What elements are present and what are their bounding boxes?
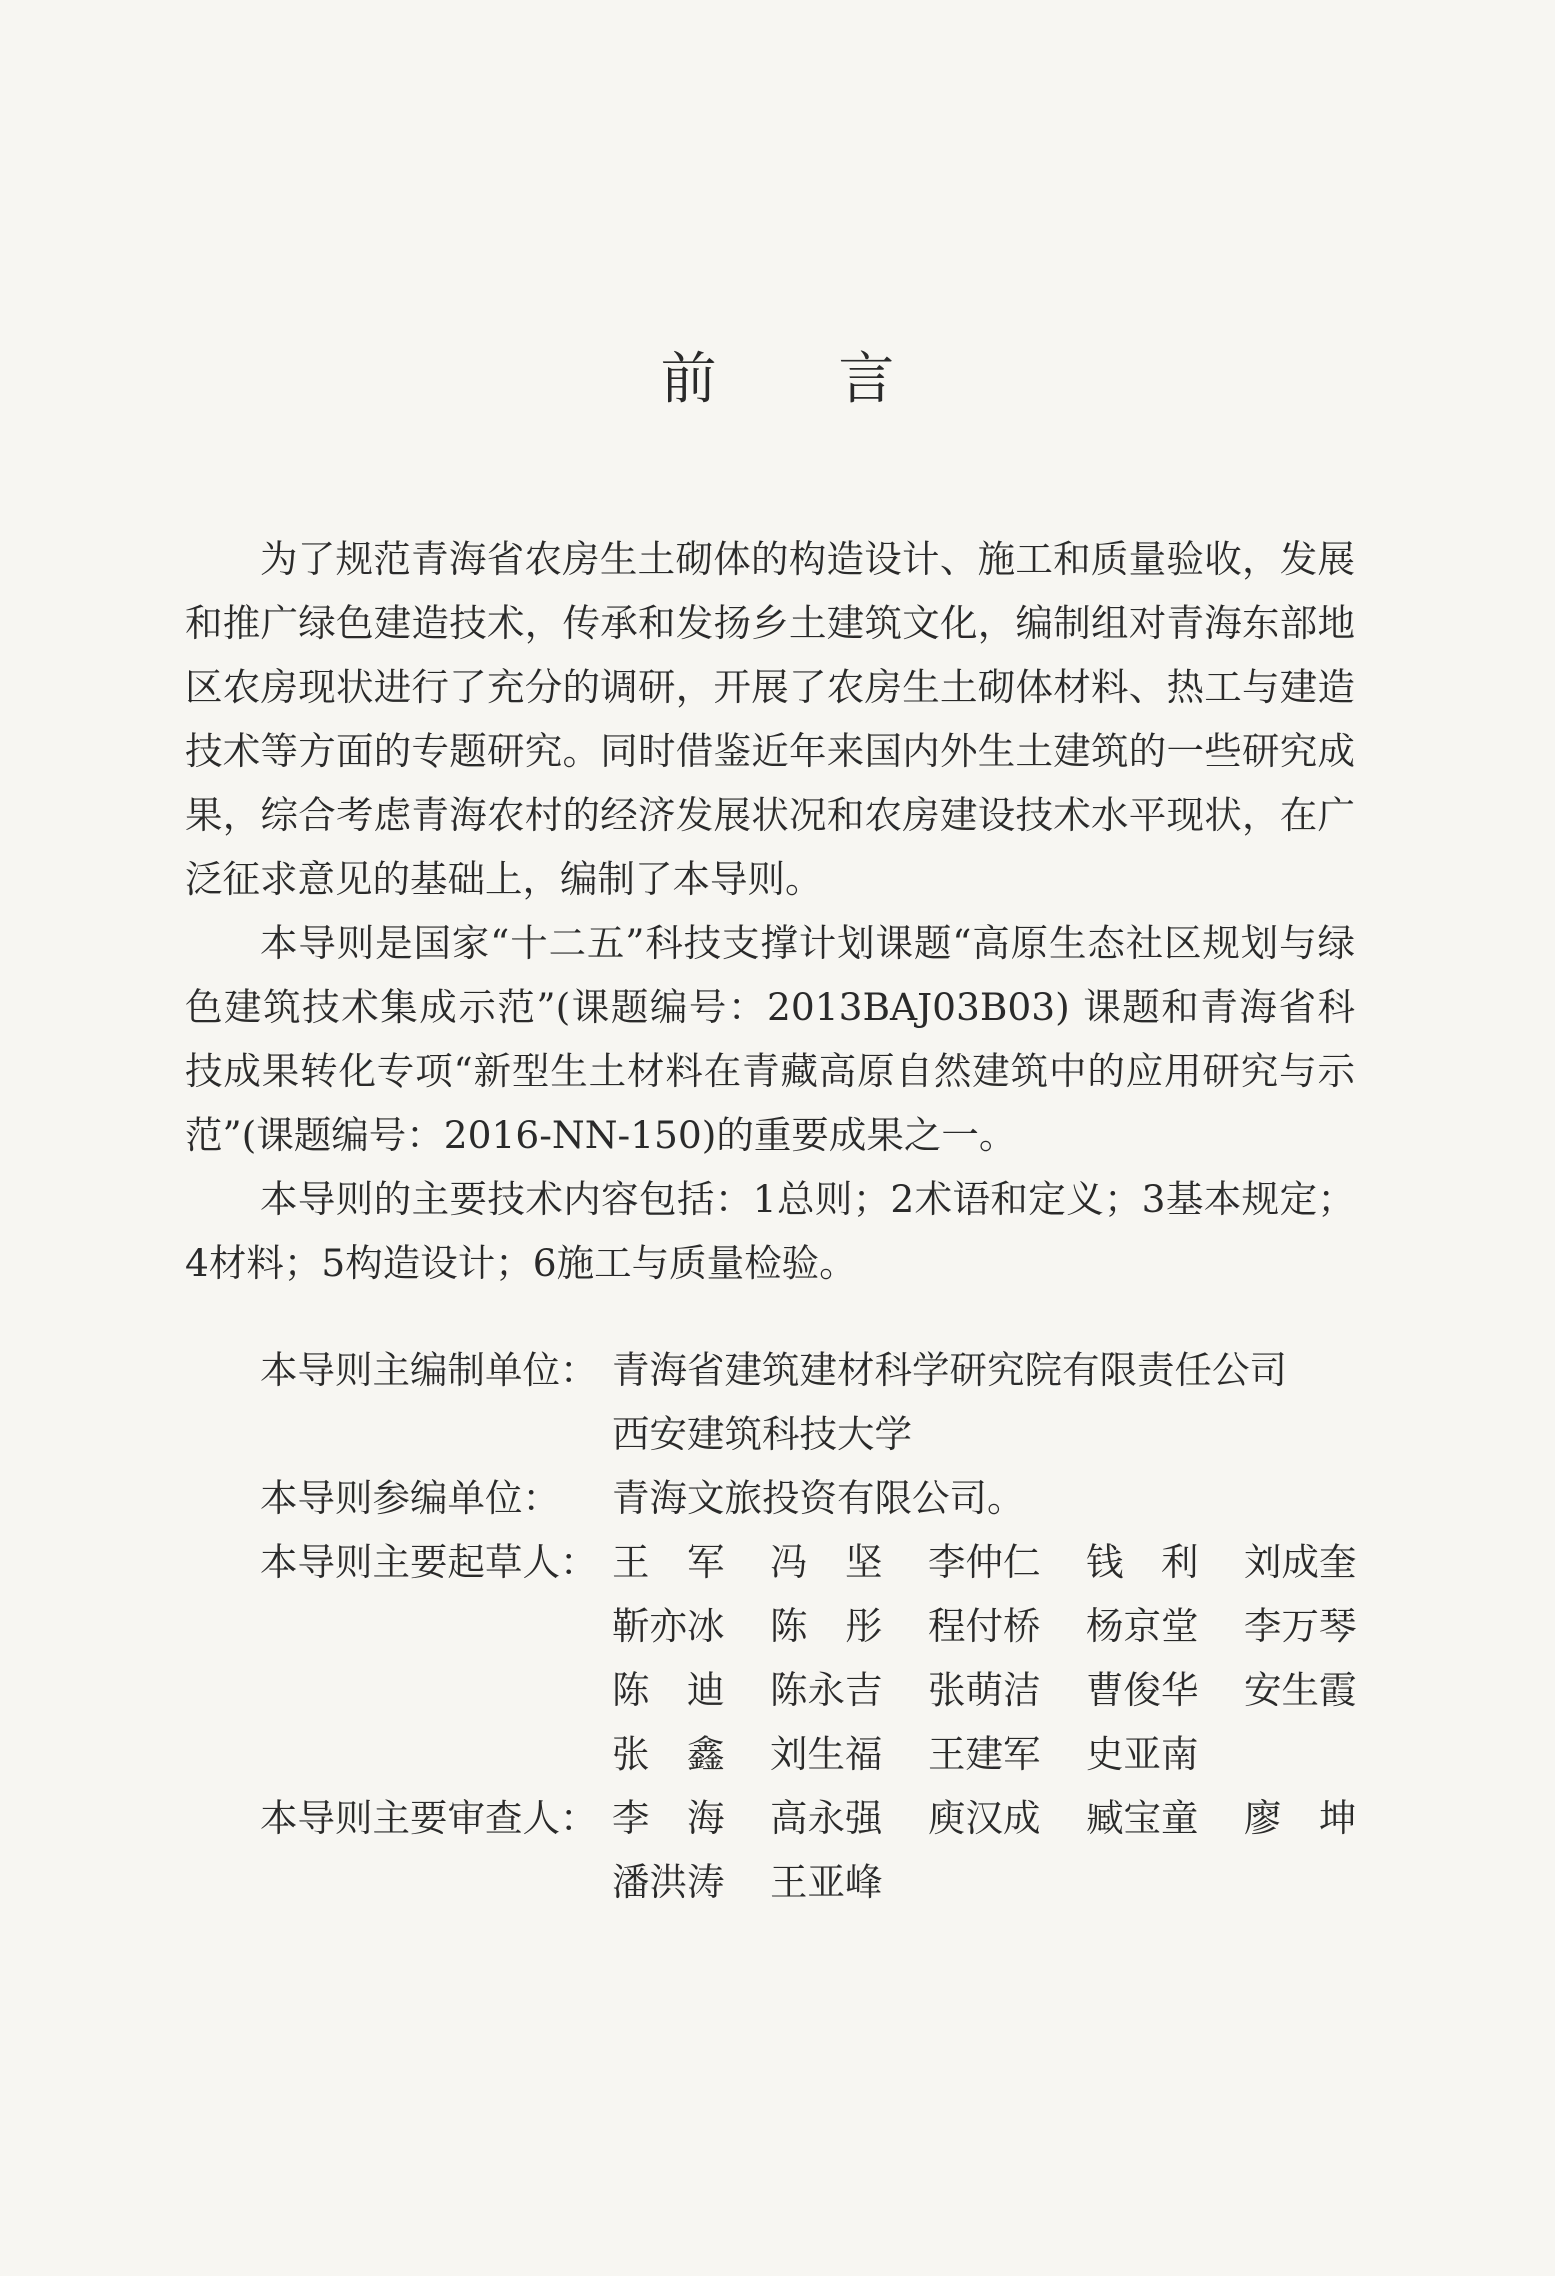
- person-name: 王 军: [612, 1540, 725, 1584]
- person-name: 陈 彤: [770, 1604, 883, 1648]
- person-name: 高永强: [770, 1796, 883, 1840]
- credit-label: 本导则主要起草人：: [260, 1540, 598, 1584]
- person-name: 廖 坤: [1244, 1796, 1357, 1840]
- person-name: 程付桥: [928, 1604, 1041, 1648]
- name-line: [612, 1722, 1360, 1786]
- person-name: 史亚南: [1086, 1732, 1199, 1776]
- chief-units-row: [260, 1338, 1360, 1466]
- person-name: 张 鑫: [612, 1732, 725, 1776]
- person-name: 王亚峰: [770, 1860, 883, 1904]
- name-line: [612, 1850, 1360, 1914]
- credit-label: 本导则主要审查人：: [260, 1796, 598, 1840]
- credits-block: [260, 1338, 1360, 1914]
- credit-label: 本导则主编制单位：: [260, 1348, 598, 1392]
- drafters-row: [260, 1530, 1360, 1786]
- participating-units-row: [260, 1466, 1360, 1530]
- paragraph: 本导则是国家“十二五”科技支撑计划课题“高原生态社区规划与绿色建筑技术集成示范”(课题编号：2013BAJ03B03) 课题和青海省科技成果转化专项“新型生土材料在青藏高原自然建筑中的应用研究与示范”(课题编号：2016-NN-150)的重要成果之一。: [185, 921, 1355, 1157]
- person-name: 臧宝童: [1086, 1796, 1199, 1840]
- person-name: 李万琴: [1244, 1604, 1357, 1648]
- person-name: 庾汉成: [928, 1796, 1041, 1840]
- unit-name: 西安建筑科技大学: [612, 1412, 912, 1456]
- person-name: 李 海: [612, 1796, 725, 1840]
- person-name: 刘生福: [770, 1732, 883, 1776]
- person-name: 刘成奎: [1244, 1540, 1357, 1584]
- name-line: [612, 1594, 1360, 1658]
- preface-body: [185, 527, 1355, 1295]
- name-line: [612, 1658, 1360, 1722]
- person-name: 李仲仁: [928, 1540, 1041, 1584]
- name-line: [612, 1530, 1360, 1594]
- person-name: 陈 迪: [612, 1668, 725, 1712]
- person-name: 王建军: [928, 1732, 1041, 1776]
- person-name: 张萌洁: [928, 1668, 1041, 1712]
- person-name: 潘洪涛: [612, 1860, 725, 1904]
- person-name: 曹俊华: [1086, 1668, 1199, 1712]
- paragraph: 本导则的主要技术内容包括：1总则；2术语和定义；3基本规定；4材料；5构造设计；6施工与质量检验。: [185, 1177, 1355, 1285]
- reviewers-row: [260, 1786, 1360, 1914]
- person-name: 陈永吉: [770, 1668, 883, 1712]
- person-name: 安生霞: [1244, 1668, 1357, 1712]
- person-name: 冯 坚: [770, 1540, 883, 1584]
- person-name: 杨京堂: [1086, 1604, 1199, 1648]
- person-name: 靳亦冰: [612, 1604, 725, 1648]
- page-title: 前 言: [660, 347, 947, 412]
- name-line: [612, 1786, 1360, 1850]
- person-name: 钱 利: [1086, 1540, 1199, 1584]
- credit-label: 本导则参编单位：: [260, 1476, 560, 1520]
- paragraph: 为了规范青海省农房生土砌体的构造设计、施工和质量验收，发展和推广绿色建造技术，传承和发扬乡土建筑文化，编制组对青海东部地区农房现状进行了充分的调研，开展了农房生土砌体材料、热工与建造技术等方面的专题研究。同时借鉴近年来国内外生土建筑的一些研究成果，综合考虑青海农村的经济发展状况和农房建设技术水平现状，在广泛征求意见的基础上，编制了本导则。: [185, 537, 1355, 901]
- unit-name: 青海文旅投资有限公司。: [612, 1476, 1025, 1520]
- unit-name: 青海省建筑建材科学研究院有限责任公司: [612, 1348, 1287, 1392]
